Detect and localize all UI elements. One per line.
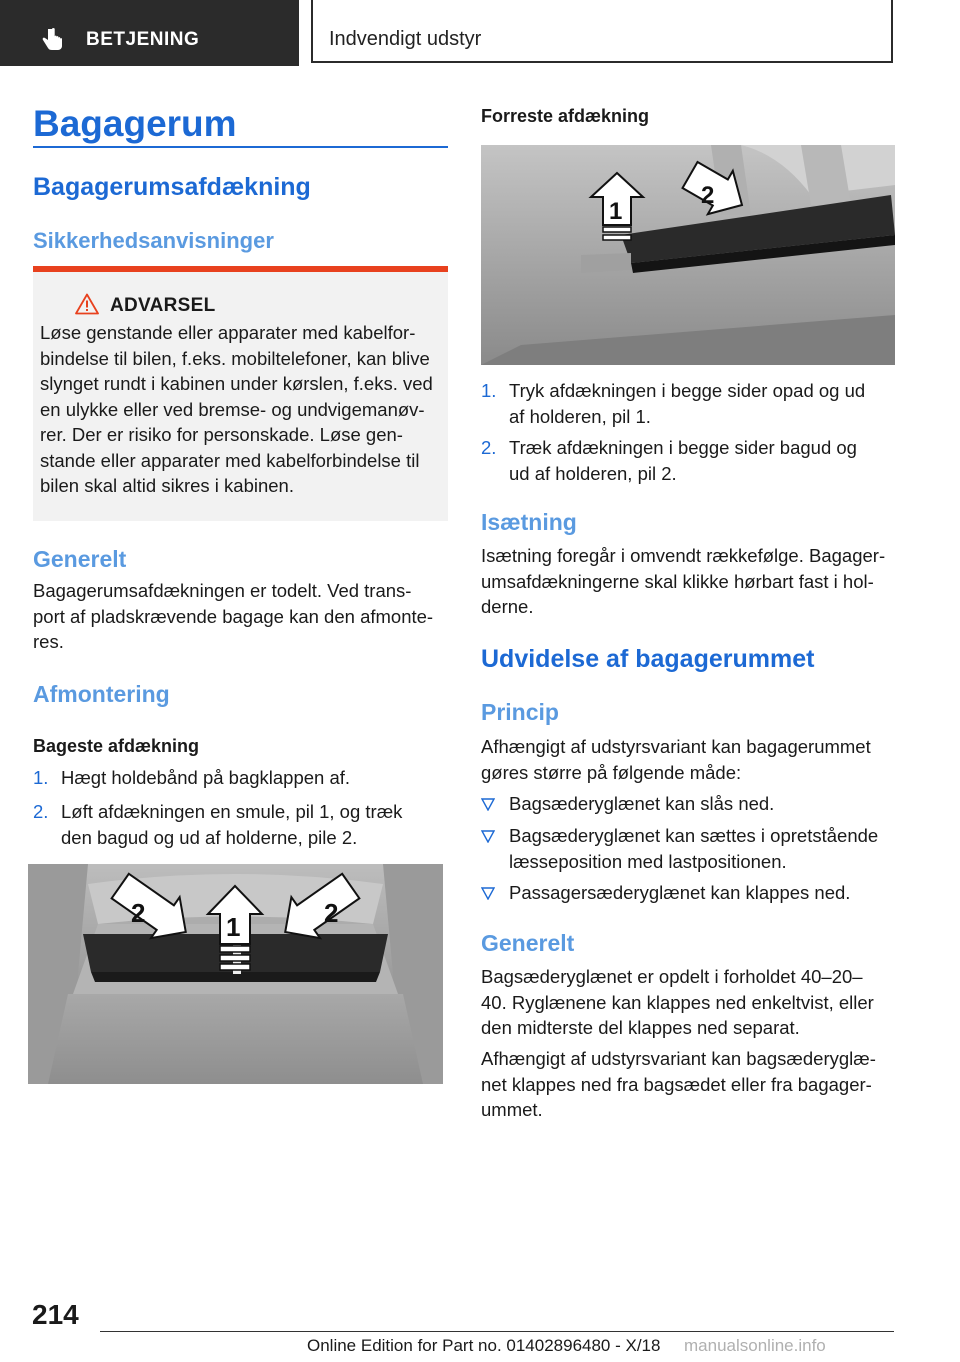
page-title: Bagagerum	[33, 103, 237, 144]
chapter-tab	[311, 0, 893, 63]
step-text	[61, 799, 402, 850]
subtitle: Bagagerumsafdækning	[33, 173, 311, 201]
expand-heading: Udvidelse af bagagerummet	[481, 645, 815, 673]
figure-label: 2	[131, 898, 146, 928]
section-label: BETJENING	[86, 29, 200, 50]
text-line: den midterste del klappes ned separat.	[481, 1017, 800, 1038]
figure-label: 1	[609, 198, 623, 225]
footer-rule	[100, 1331, 894, 1332]
bullet-text: Passagersæderyglænet kan klappes ned.	[509, 882, 851, 903]
general-paragraph-2	[481, 964, 896, 1041]
warning-line: en ulykke eller ved bremse- og undvigemanøv-	[40, 398, 425, 420]
text-line: Bagagerumsafdækningen er todelt. Ved trans-	[33, 580, 412, 601]
text-line: Bagsæderyglænet er opdelt i forholdet 40–20–	[481, 966, 863, 987]
text-line: derne.	[481, 596, 534, 617]
bullet-text: Bagsæderyglænet kan slås ned.	[509, 793, 775, 814]
warning-line: bindelse til bilen, f.eks. mobiltelefoner, kan blive	[40, 347, 430, 369]
text-line: ud af holderen, pil 2.	[509, 462, 677, 484]
step-text	[509, 378, 865, 429]
step-text: Hægt holdebånd på bagklappen af.	[61, 767, 351, 788]
bullet-triangle-icon	[481, 887, 495, 900]
text-line: umsafdækningerne skal klikke hørbart fast i hol-	[481, 570, 874, 592]
step-number: 2.	[481, 437, 497, 458]
list-item	[33, 799, 448, 851]
step-number: 2.	[33, 801, 49, 822]
figure-label: 1	[226, 912, 241, 942]
figure-label: 2	[701, 182, 715, 209]
bullet-item	[481, 823, 896, 875]
front-cover-illustration	[481, 145, 895, 365]
text-line: port af pladskrævende bagage kan den afmonte-	[33, 605, 434, 627]
text-line: Afhængigt af udstyrsvariant kan bagagerummet	[481, 736, 871, 757]
step-number: 1.	[481, 380, 497, 401]
text-line: den bagud og ud af holderne, pile 2.	[61, 826, 358, 848]
text-line: Løft afdækningen en smule, pil 1, og træk	[61, 801, 403, 822]
rear-cover-figure	[28, 864, 443, 1084]
general-heading-2: Generelt	[481, 930, 575, 956]
text-line: ummet.	[481, 1099, 543, 1120]
text-line: 40. Ryglænene kan klappes ned enkeltvist, eller	[481, 991, 874, 1013]
front-cover-figure	[481, 145, 895, 365]
rear-cover-heading: Bageste afdækning	[33, 736, 200, 756]
text-line: net klappes ned fra bagsædet eller fra bagager-	[481, 1073, 872, 1095]
text-line: gøres større på følgende måde:	[481, 761, 742, 783]
chapter-label: Indvendigt udstyr	[329, 28, 482, 50]
figure-label: 2	[324, 898, 339, 928]
text-line: Træk afdækningen i begge sider bagud og	[509, 437, 857, 458]
warning-line: Løse genstande eller apparater med kabelfor-	[40, 322, 416, 343]
bullet-triangle-icon	[481, 830, 495, 843]
warning-text	[40, 320, 445, 499]
title-rule	[33, 146, 448, 148]
principle-paragraph	[481, 734, 896, 785]
removal-heading: Afmontering	[33, 681, 170, 707]
watermark: manualsonline.info	[684, 1336, 826, 1355]
warning-label: ADVARSEL	[110, 295, 216, 316]
front-cover-heading: Forreste afdækning	[481, 106, 650, 126]
install-heading: Isætning	[481, 509, 577, 535]
list-item	[481, 435, 896, 487]
edition-text: Online Edition for Part no. 01402896480 - X/18	[307, 1336, 661, 1355]
warning-line: bilen skal altid sikres i kabinen.	[40, 475, 294, 496]
text-line: af holderen, pil 1.	[509, 405, 651, 427]
list-item	[481, 378, 896, 430]
text-line: Afhængigt af udstyrsvariant kan bagsæderyglæ-	[481, 1048, 876, 1069]
rear-cover-illustration	[28, 864, 443, 1084]
general-heading: Generelt	[33, 546, 127, 572]
hand-pointer-icon	[40, 27, 66, 53]
section-tab	[0, 0, 299, 66]
warning-line: stande eller apparater med kabelforbindelse til	[40, 449, 420, 471]
text-line: Bagsæderyglænet kan sættes i opretstående	[509, 825, 879, 846]
warning-line: rer. Der er risiko for personskade. Løse gen-	[40, 424, 403, 445]
text-line: Tryk afdækningen i begge sider opad og ud	[509, 380, 866, 401]
bullet-text	[509, 823, 878, 874]
text-line: res.	[33, 631, 64, 652]
warning-line: slynget rundt i kabinen under kørslen, f.eks. ved	[40, 373, 433, 394]
page-number: 214	[32, 1299, 79, 1330]
safety-heading: Sikkerhedsanvisninger	[33, 228, 274, 253]
step-text	[509, 435, 857, 486]
general-paragraph-3	[481, 1046, 896, 1123]
text-line: Isætning foregår i omvendt rækkefølge. Bagager-	[481, 545, 886, 566]
bullet-triangle-icon	[481, 798, 495, 811]
general-paragraph	[33, 578, 448, 655]
step-number: 1.	[33, 767, 49, 788]
warning-triangle-icon	[75, 293, 99, 315]
warning-box	[33, 272, 448, 521]
install-paragraph	[481, 543, 896, 620]
text-line: læsseposition med lastpositionen.	[509, 850, 787, 872]
principle-heading: Princip	[481, 699, 559, 725]
